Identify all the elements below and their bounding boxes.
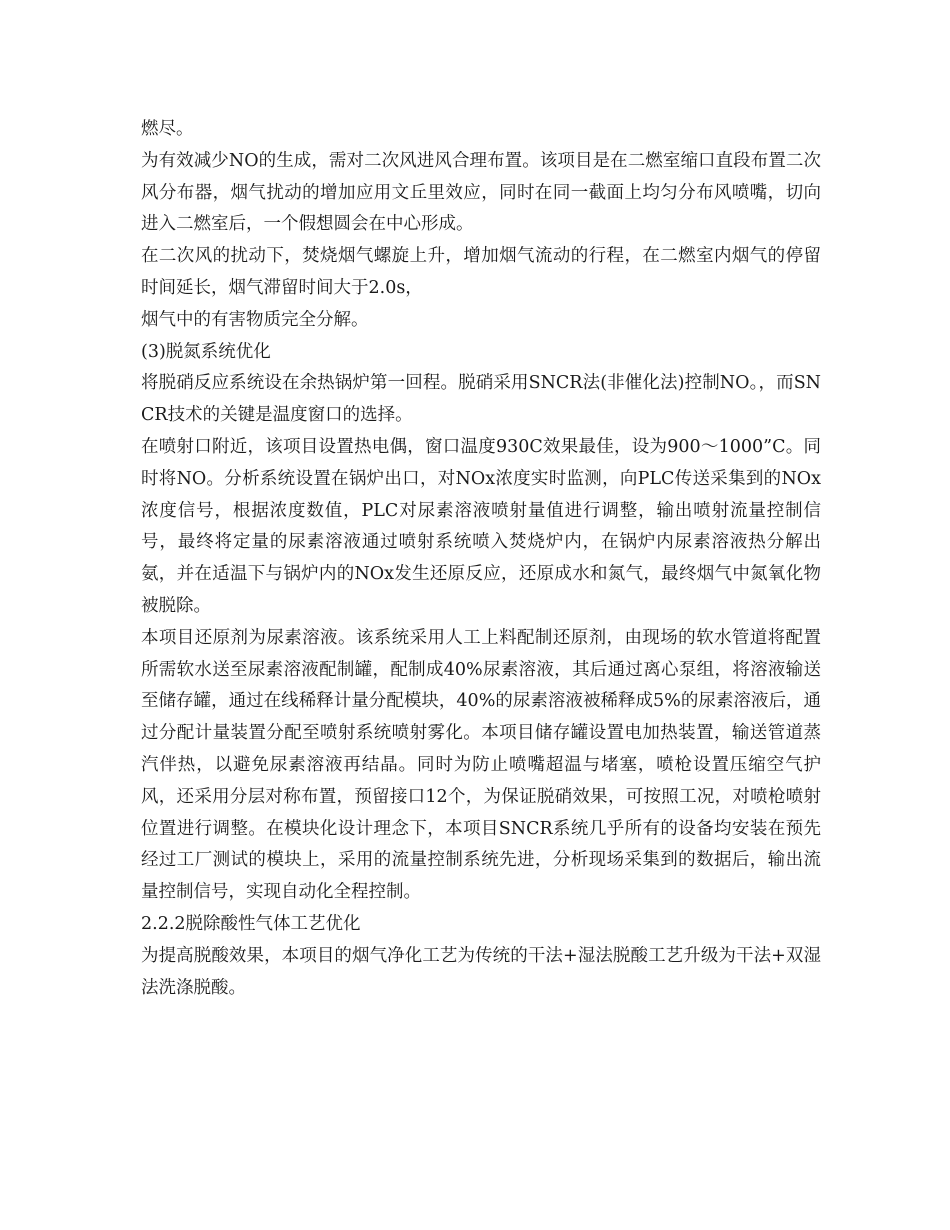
paragraph-acid-removal: 为提高脱酸效果，本项目的烟气净化工艺为传统的干法+湿法脱酸工艺升级为干法+双湿法洗涤脱酸。 xyxy=(141,945,821,998)
document-page xyxy=(141,114,821,1004)
paragraph-burnout-end: 燃尽。 xyxy=(141,119,194,139)
paragraph-secondary-air-layout: 为有效减少NO的生成，需对二次风进风合理布置。该项目是在二燃室缩口直段布置二次风分布器，烟气扰动的增加应用文丘里效应，同时在同一截面上均匀分布风喷嘴，切向进入二燃室后，一个假想圆会在中心形成。 xyxy=(141,150,821,235)
paragraph-urea-reductant: 本项目还原剂为尿素溶液。该系统采用人工上料配制还原剂，由现场的软水管道将配置所需软水送至尿素溶液配制罐，配制成40%尿素溶液，其后通过离心泵组，将溶液输送至储存罐，通过在线稀释计量分配模块，40%的尿素溶液被稀释成5%的尿素溶液后，通过分配计量装置分配至喷射系统喷射雾化。本项目储存罐设置电加热装置，输送管道蒸汽伴热，以避免尿素溶液再结晶。同时为防止喷嘴超温与堵塞，喷枪设置压缩空气护风，还采用分层对称布置，预留接口12个，为保证脱硝效果，可按照工况，对喷枪喷射位置进行调整。在模块化设计理念下，本项目SNCR系统几乎所有的设备均安装在预先经过工厂测试的模块上，采用的流量控制系统先进，分析现场采集到的数据后，输出流量控制信号，实现自动化全程控制。 xyxy=(141,627,821,903)
paragraph-sncr-intro: 将脱硝反应系统设在余热锅炉第一回程。脱硝采用SNCR法(非催化法)控制NO。，而SNCR技术的关键是温度窗口的选择。 xyxy=(141,373,821,426)
section-heading-denitration: (3)脱氮系统优化 xyxy=(141,341,271,362)
paragraph-harmful-decomposition: 烟气中的有害物质完全分解。 xyxy=(141,309,369,330)
paragraph-sncr-control: 在喷射口附近，该项目设置热电偶，窗口温度930C效果最佳，设为900～1000”C。同时将NO。分析系统设置在锅炉出口，对NOx浓度实时监测，向PLC传送采集到的NOx浓度信号，根据浓度数值，PLC对尿素溶液喷射量值进行调整，输出喷射流量控制信号，最终将定量的尿素溶液通过喷射系统喷入焚烧炉内，在锅炉内尿素溶液热分解出氨，并在适温下与锅炉内的NOx发生还原反应，还原成水和氮气，最终烟气中氮氧化物被脱除。 xyxy=(141,436,821,616)
paragraph-flue-gas-residence: 在二次风的扰动下，焚烧烟气螺旋上升，增加烟气流动的行程，在二燃室内烟气的停留时间延长，烟气滞留时间大于2.0s， xyxy=(141,246,821,298)
section-heading-acid-gas: 2.2.2脱除酸性气体工艺优化 xyxy=(141,913,361,934)
